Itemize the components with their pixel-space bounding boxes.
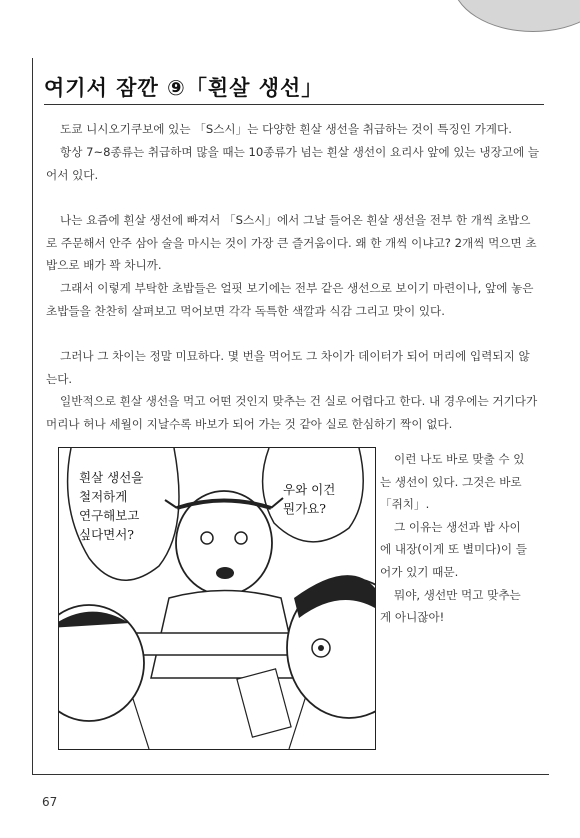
paragraph-4: 그래서 이렇게 부탁한 초밥들은 얼핏 보기에는 전부 같은 생선으로 보이기 마련이나, 앞에 놓은 초밥들을 찬찬히 살펴보고 먹어보면 각각 독특한 색깔과 식감 그리고 맛이 있다. xyxy=(46,281,534,318)
side-paragraph-1: 이런 나도 바로 맞출 수 있는 생선이 있다. 그것은 바로 「쥐치」. xyxy=(380,452,525,512)
title-divider xyxy=(44,104,544,105)
paragraph-2: 항상 7~8종류는 취급하며 많을 때는 10종류가 넘는 흰살 생선이 요리사 앞에 있는 냉장고에 늘어서 있다. xyxy=(46,145,540,182)
page-title: 여기서 잠깐 ⑨「흰살 생선」 xyxy=(44,76,324,100)
comic-panel xyxy=(58,447,376,750)
bubble-line: 연구해보고 xyxy=(79,508,140,523)
bubble-line: 우와 이건 xyxy=(283,482,336,497)
bubble-line: 철저하게 xyxy=(79,489,128,504)
paragraph-5: 그러나 그 차이는 정말 미묘하다. 몇 번을 먹어도 그 차이가 데이터가 되어 머리에 입력되지 않는다. xyxy=(46,349,530,386)
side-paragraph-3: 뭐야, 생선만 먹고 맞추는 게 아니잖아! xyxy=(380,587,521,625)
speech-bubble-right xyxy=(283,480,335,518)
paragraph-1: 도쿄 니시오기쿠보에 있는 「S스시」는 다양한 흰살 생선을 취급하는 것이 특징인 가게다. xyxy=(60,122,512,136)
side-paragraph-2: 그 이유는 생선과 밥 사이에 내장(이게 또 별미다)이 들어가 있기 때문. xyxy=(380,519,527,579)
bubble-line: 흰살 생선을 xyxy=(79,470,144,485)
paragraph-6: 일반적으로 흰살 생선을 먹고 어떤 것인지 맞추는 건 실로 어렵다고 한다. 내 경우에는 거기다가 머리나 허나 세월이 지날수록 바보가 되어 가는 것 같아 실로 한심하기 짝이 없다. xyxy=(46,394,538,431)
page-number: 67 xyxy=(42,795,58,809)
side-text xyxy=(380,448,530,629)
paragraph-3: 나는 요즘에 흰살 생선에 빠져서 「S스시」에서 그날 들어온 흰살 생선을 전부 한 개씩 초밥으로 주문해서 안주 삼아 술을 마시는 것이 가장 큰 즐거움이다. 왜 한 개씩 이냐고? 2개씩 먹으면 초밥으로 배가 꽉 차니까. xyxy=(46,213,537,273)
bubble-line: 뭔가요? xyxy=(283,501,326,516)
corner-decoration xyxy=(452,0,580,32)
speech-bubble-left xyxy=(79,468,143,544)
bubble-line: 싶다면서? xyxy=(79,527,135,542)
